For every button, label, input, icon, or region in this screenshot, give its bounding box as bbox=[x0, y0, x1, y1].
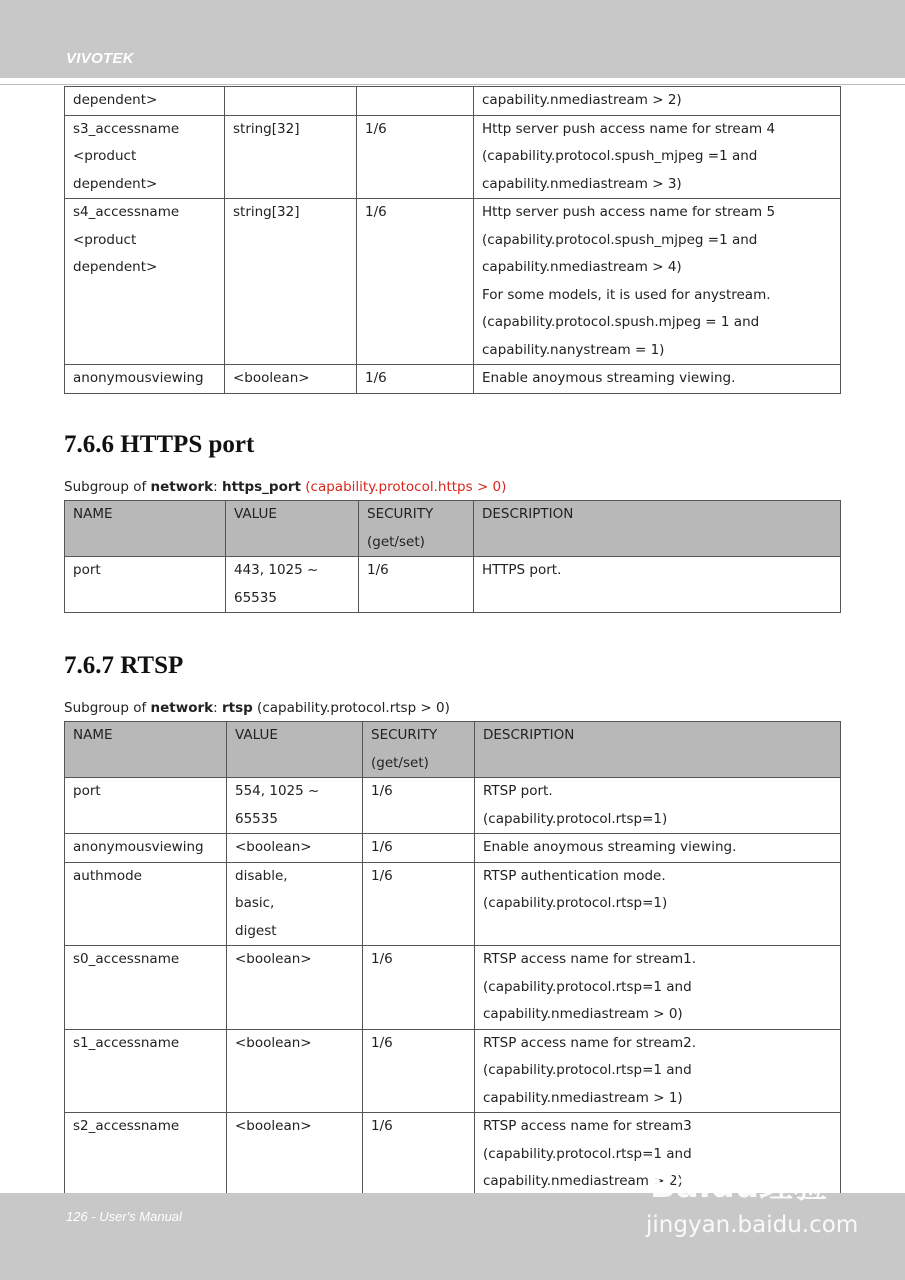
page-number: 126 - User's Manual bbox=[66, 1209, 182, 1224]
name-cell: s2_accessname bbox=[65, 1113, 227, 1197]
description-cell: RTSP access name for stream1. (capability.protocol.rtsp=1 and capability.nmediastream > 0) bbox=[475, 946, 841, 1030]
name-cell: port bbox=[65, 778, 227, 834]
description-cell: Http server push access name for stream 4 (capability.protocol.spush_mjpeg =1 and capability.nmediastream > 3) bbox=[474, 115, 841, 199]
security-cell: 1/6 bbox=[363, 946, 475, 1030]
subgroup-condition: (capability.protocol.https > 0) bbox=[300, 479, 507, 495]
table-row bbox=[65, 1029, 841, 1113]
description-cell: Http server push access name for stream 5 (capability.protocol.spush_mjpeg =1 and capability.nmediastream > 4) For some models, it is used for anystream. (capability.protocol.spush.mjpeg = 1 and capability.nanystream = 1) bbox=[474, 199, 841, 365]
table-header-row bbox=[65, 501, 841, 557]
value-cell: 554, 1025 ~ 65535 bbox=[227, 778, 363, 834]
subgroup-sep: : bbox=[213, 479, 222, 495]
name-cell: dependent> bbox=[65, 87, 225, 116]
description-cell: capability.nmediastream > 2) bbox=[474, 87, 841, 116]
subgroup-group: network bbox=[150, 479, 214, 495]
description-cell: RTSP port. (capability.protocol.rtsp=1) bbox=[475, 778, 841, 834]
page-header bbox=[0, 0, 905, 78]
header-name: NAME bbox=[65, 501, 226, 557]
security-cell: 1/6 bbox=[363, 778, 475, 834]
subgroup-line-rtsp bbox=[64, 700, 450, 716]
security-cell: 1/6 bbox=[357, 365, 474, 394]
description-cell: RTSP access name for stream2. (capability.protocol.rtsp=1 and capability.nmediastream > 1) bbox=[475, 1029, 841, 1113]
value-cell: 443, 1025 ~ 65535 bbox=[226, 557, 359, 613]
security-cell: 1/6 bbox=[357, 199, 474, 365]
https-parameter-table bbox=[64, 500, 841, 613]
header-security: SECURITY (get/set) bbox=[359, 501, 474, 557]
header-name: NAME bbox=[65, 722, 227, 778]
table-row bbox=[65, 778, 841, 834]
header-description: DESCRIPTION bbox=[474, 501, 841, 557]
security-cell: 1/6 bbox=[363, 862, 475, 946]
header-divider bbox=[0, 84, 905, 85]
brand-logo-text: VIVOTEK bbox=[66, 50, 134, 67]
name-cell: anonymousviewing bbox=[65, 365, 225, 394]
header-value: VALUE bbox=[226, 501, 359, 557]
watermark-brand: Baidu经验 bbox=[650, 1166, 828, 1206]
name-cell: s3_accessname <product dependent> bbox=[65, 115, 225, 199]
table-row bbox=[65, 365, 841, 394]
security-cell: 1/6 bbox=[363, 1029, 475, 1113]
name-cell: s1_accessname bbox=[65, 1029, 227, 1113]
table-row bbox=[65, 862, 841, 946]
security-cell: 1/6 bbox=[363, 834, 475, 863]
table-row bbox=[65, 115, 841, 199]
table-row bbox=[65, 87, 841, 116]
section-title-rtsp: 7.6.7 RTSP bbox=[64, 652, 184, 679]
table-row bbox=[65, 557, 841, 613]
description-cell: HTTPS port. bbox=[474, 557, 841, 613]
header-value: VALUE bbox=[227, 722, 363, 778]
value-cell: string[32] bbox=[225, 115, 357, 199]
name-cell: s0_accessname bbox=[65, 946, 227, 1030]
section-title-https: 7.6.6 HTTPS port bbox=[64, 431, 255, 458]
subgroup-name: https_port bbox=[221, 479, 301, 495]
rtsp-parameter-table bbox=[64, 721, 841, 1197]
security-cell bbox=[357, 87, 474, 116]
security-cell: 1/6 bbox=[363, 1113, 475, 1197]
name-cell: s4_accessname <product dependent> bbox=[65, 199, 225, 365]
value-cell: disable, basic, digest bbox=[227, 862, 363, 946]
subgroup-prefix: Subgroup of bbox=[64, 700, 151, 716]
watermark-url: jingyan.baidu.com bbox=[646, 1212, 859, 1238]
subgroup-name: rtsp bbox=[221, 700, 253, 716]
header-security: SECURITY (get/set) bbox=[363, 722, 475, 778]
value-cell: <boolean> bbox=[227, 1113, 363, 1197]
table-row bbox=[65, 199, 841, 365]
header-description: DESCRIPTION bbox=[475, 722, 841, 778]
table-row bbox=[65, 834, 841, 863]
subgroup-sep: : bbox=[213, 700, 222, 716]
security-cell: 1/6 bbox=[357, 115, 474, 199]
value-cell bbox=[225, 87, 357, 116]
description-cell: Enable anoymous streaming viewing. bbox=[475, 834, 841, 863]
value-cell: <boolean> bbox=[227, 834, 363, 863]
subgroup-prefix: Subgroup of bbox=[64, 479, 151, 495]
value-cell: string[32] bbox=[225, 199, 357, 365]
value-cell: <boolean> bbox=[227, 946, 363, 1030]
description-cell: RTSP authentication mode. (capability.protocol.rtsp=1) bbox=[475, 862, 841, 946]
continued-parameter-table bbox=[64, 86, 841, 394]
security-cell: 1/6 bbox=[359, 557, 474, 613]
watermark bbox=[640, 1138, 880, 1248]
description-cell: Enable anoymous streaming viewing. bbox=[474, 365, 841, 394]
name-cell: port bbox=[65, 557, 226, 613]
table-row bbox=[65, 946, 841, 1030]
subgroup-group: network bbox=[150, 700, 214, 716]
name-cell: authmode bbox=[65, 862, 227, 946]
subgroup-line-https bbox=[64, 479, 506, 495]
name-cell: anonymousviewing bbox=[65, 834, 227, 863]
table-header-row bbox=[65, 722, 841, 778]
value-cell: <boolean> bbox=[225, 365, 357, 394]
value-cell: <boolean> bbox=[227, 1029, 363, 1113]
subgroup-condition: (capability.protocol.rtsp > 0) bbox=[252, 700, 450, 716]
description-cell: RTSP access name for stream3 (capability.protocol.rtsp=1 and capability.nmediastream > 2) bbox=[475, 1113, 841, 1197]
